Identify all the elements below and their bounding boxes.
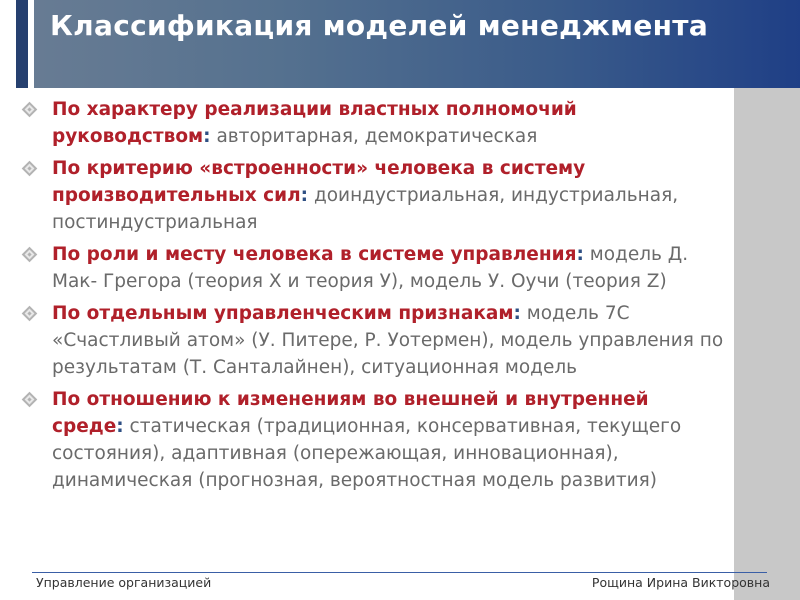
list-item [20, 96, 725, 150]
footer-course: Управление организацией [36, 575, 212, 590]
item-colon: : [513, 303, 521, 324]
diamond-bullet-icon [22, 102, 38, 118]
diamond-bullet-icon [22, 247, 38, 263]
footer-author: Рощина Ирина Викторовна [591, 575, 770, 590]
item-text: доиндустриальная, индустриальная, постиндустриальная [52, 185, 679, 233]
bullet-list [20, 96, 725, 499]
list-item [20, 300, 725, 381]
list-item [20, 386, 725, 494]
slide-title: Классификация моделей менеджмента [50, 9, 709, 42]
item-colon: : [203, 126, 211, 147]
diamond-bullet-icon [22, 161, 38, 177]
footer-divider [32, 572, 767, 573]
item-lead: По отношению к изменениям во внешней и внутренней среде [52, 389, 649, 437]
item-text: модель 7С «Счастливый атом» (У. Питере, Р. Уотермен), модель управления по результатам (Т. Санталайнен), ситуационная модель [52, 303, 724, 378]
item-text: авторитарная, демократическая [210, 126, 538, 147]
item-text: модель Д. Мак- Грегора (теория X и теория У), модель У. Оучи (теория Z) [52, 244, 689, 292]
diamond-bullet-icon [22, 392, 38, 408]
item-text: статическая (традиционная, консервативная, текущего состояния), адаптивная (опережающая, инновационная), динамическая (прогнозная, вероятностная модель развития) [52, 416, 682, 491]
list-item [20, 241, 725, 295]
item-lead: По характеру реализации властных полномочий руководством [52, 99, 577, 147]
item-colon: : [576, 244, 584, 265]
item-lead: По отдельным управленческим признакам [52, 303, 514, 324]
item-colon: : [300, 185, 309, 206]
diamond-bullet-icon [22, 306, 38, 322]
item-colon: : [116, 416, 124, 437]
item-lead: По критерию «встроенности» человека в систему производительных сил [52, 158, 586, 206]
list-item [20, 155, 725, 236]
left-accent-stripe [16, 0, 28, 88]
item-lead: По роли и месту человека в системе управления [52, 244, 577, 265]
right-gray-panel [734, 88, 800, 600]
